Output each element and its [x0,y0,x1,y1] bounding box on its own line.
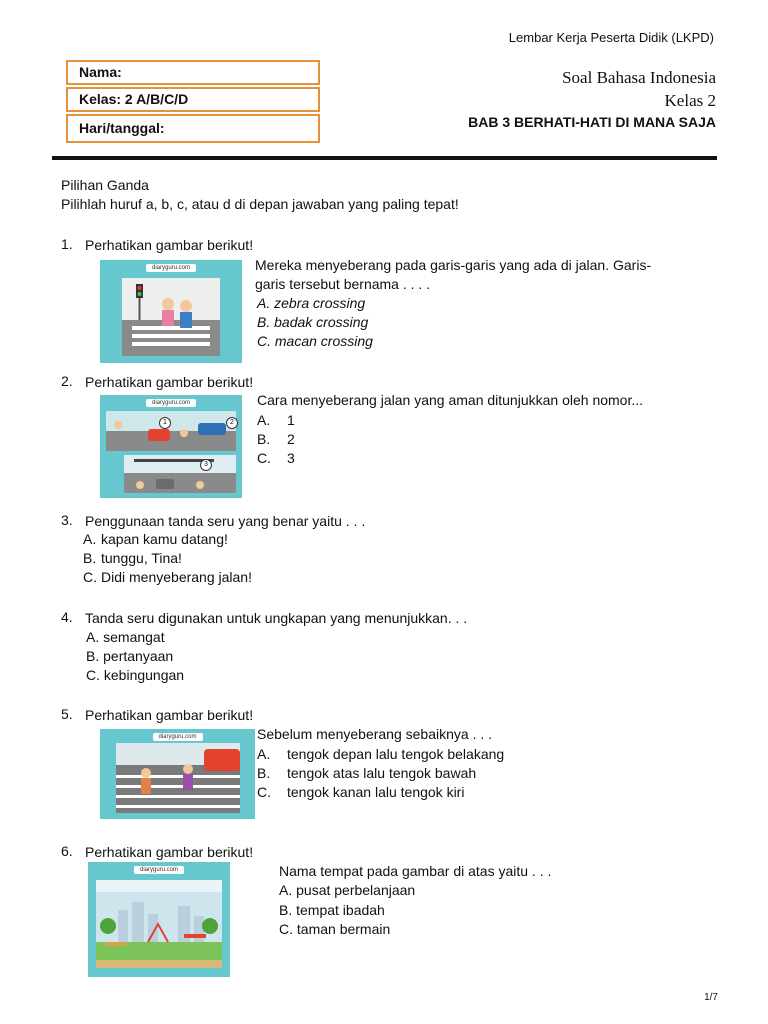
question-lead: Penggunaan tanda seru yang benar yaitu . . . [85,513,366,529]
answer-option-letter: C. [257,784,271,800]
image-watermark: diaryguru.com [134,866,184,874]
answer-option-letter: A. [83,531,97,547]
question-lead: Perhatikan gambar berikut! [85,844,254,860]
answer-option-c: Didi menyeberang jalan! [101,569,252,585]
answer-option-b: B. pertanyaan [86,648,174,664]
class-field-box [66,87,320,112]
answer-option-b: 2 [287,431,295,447]
answer-option-b: tengok atas lalu tengok bawah [287,765,477,781]
date-field-box [66,114,320,143]
document-header-title: Lembar Kerja Peserta Didik (LKPD) [508,30,714,45]
name-label: Nama: [79,64,122,80]
answer-option-a: A. semangat [86,629,165,645]
question-number: 4. [61,609,73,625]
image-watermark: diaryguru.com [146,264,196,272]
date-label: Hari/tanggal: [79,120,165,136]
question-text-line: garis tersebut bernama . . . . [255,276,431,292]
answer-option-b: B. badak crossing [257,314,369,330]
question-text: Cara menyeberang jalan yang aman ditunjukkan oleh nomor... [257,392,644,408]
header-divider [52,156,717,160]
answer-option-c: C. taman bermain [279,921,391,937]
question-number: 3. [61,512,73,528]
answer-option-b: B. tempat ibadah [279,902,385,918]
answer-option-letter: A. [257,746,271,762]
answer-option-a: tengok depan lalu tengok belakang [287,746,505,762]
answer-option-letter: B. [257,765,271,781]
chapter-title: BAB 3 BERHATI-HATI DI MANA SAJA [468,114,716,130]
question-lead: Perhatikan gambar berikut! [85,707,254,723]
subject-title: Soal Bahasa Indonesia [562,68,716,87]
answer-option-letter: A. [257,412,271,428]
section-instruction: Pilihlah huruf a, b, c, atau d di depan jawaban yang paling tepat! [61,196,459,212]
answer-option-letter: C. [83,569,97,585]
question-lead: Perhatikan gambar berikut! [85,237,254,253]
question-text: Sebelum menyeberang sebaiknya . . . [257,726,493,742]
class-label: Kelas: 2 A/B/C/D [79,91,189,107]
answer-option-a: A. zebra crossing [257,295,366,311]
question-number: 5. [61,706,73,722]
answer-option-c: tengok kanan lalu tengok kiri [287,784,465,800]
name-field-box [66,60,320,85]
image-watermark: diaryguru.com [152,733,202,741]
answer-option-c: C. macan crossing [257,333,373,349]
answer-option-b: tunggu, Tina! [101,550,182,566]
answer-option-c: 3 [287,450,295,466]
image-badge: 2 [226,417,238,429]
answer-option-a: A. pusat perbelanjaan [279,882,416,898]
grade-title: Kelas 2 [664,91,716,110]
image-badge: 1 [159,417,171,429]
answer-option-letter: B. [83,550,97,566]
question-text-line: Mereka menyeberang pada garis-garis yang ada di jalan. Garis- [255,257,652,273]
page-number: 1/7 [704,992,718,1003]
question-number: 1. [61,236,73,252]
playground-image [88,862,230,977]
zebra-crossing-image [100,260,242,363]
section-title: Pilihan Ganda [61,177,149,193]
question-text: Nama tempat pada gambar di atas yaitu . . . [279,863,552,879]
answer-option-letter: C. [257,450,271,466]
question-lead: Perhatikan gambar berikut! [85,374,254,390]
answer-option-a: kapan kamu datang! [101,531,228,547]
crossing-options-image [100,395,242,498]
question-lead: Tanda seru digunakan untuk ungkapan yang menunjukkan. . . [85,610,468,626]
question-number: 6. [61,843,73,859]
answer-option-letter: B. [257,431,271,447]
image-badge: 3 [200,459,212,471]
answer-option-a: 1 [287,412,295,428]
question-number: 2. [61,373,73,389]
image-watermark: diaryguru.com [146,399,196,407]
answer-option-c: C. kebingungan [86,667,185,683]
crossing-look-image [100,729,255,819]
